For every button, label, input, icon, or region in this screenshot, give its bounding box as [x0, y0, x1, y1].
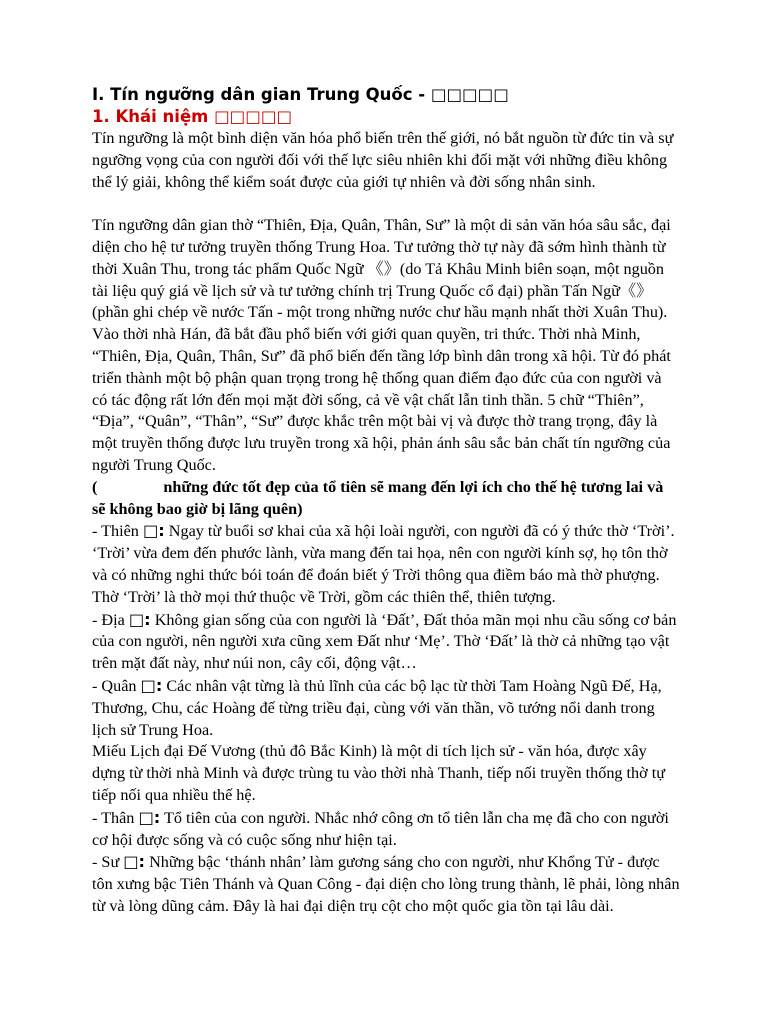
item-than: [92, 807, 680, 852]
temple-note: Miếu Lịch đại Đế Vương (thủ đô Bắc Kinh) là một di tích lịch sử - văn hóa, được xây dựng từ thời nhà Minh và được trùng tu vào thời nhà Thanh, tiếp nối truyền thống thờ tự tiếp nối qua nhiều thế hệ.: [92, 742, 666, 804]
item-quan: [92, 675, 680, 741]
blank-line: [92, 193, 680, 215]
quote-text: những đức tốt đẹp của tổ tiên sẽ mang đến lợi ích cho thế hệ tương lai và sẽ không bao giờ bị lãng quên): [92, 477, 664, 518]
document-page: [92, 84, 680, 918]
cjk-glyph: □:: [128, 609, 151, 629]
item-text: Tổ tiên của con người. Nhắc nhớ công ơn tổ tiên lẫn cha mẹ đã cho con người cơ hội được sống và có cuộc sống như hiện tại.: [92, 808, 669, 849]
item-dia: [92, 609, 680, 675]
quote-paragraph: [92, 477, 680, 521]
item-text: Không gian sống của con người là ‘Đất’, Đất thỏa mãn mọi nhu cầu sống cơ bản của con người, nên người xưa cũng xem Đất như ‘Mẹ’. Thờ ‘Đất’ là thờ cả những tạo vật trên mặt đất này, như núi non, cây cối, động vật…: [92, 610, 677, 673]
item-label: - Thân: [92, 808, 139, 827]
cjk-glyph: □:: [138, 807, 161, 827]
item-su: [92, 851, 680, 917]
cjk-glyph: □:: [142, 521, 165, 541]
section-subtitle: 1. Khái niệm □□□□□: [92, 107, 293, 126]
item-label: - Thiên: [92, 522, 143, 541]
paragraph-history: Tín ngưỡng dân gian thờ “Thiên, Địa, Quân, Thân, Sư” là một di sản văn hóa sâu sắc, đại diện cho hệ tư tưởng truyền thống Trung Hoa. Tư tưởng thờ tự này đã sớm hình thành từ thời Xuân Thu, trong tác phẩm Quốc Ngữ 《》(do Tả Khâu Minh biên soạn, một nguồn tài liệu quý giá về lịch sử và tư tưởng chính trị Trung Quốc cổ đại) phần Tấn Ngữ《》(phần ghi chép về nước Tấn - một trong những nước chư hầu mạnh nhất thời Xuân Thu). Vào thời nhà Hán, đã bắt đầu phổ biến với giới quan quyền, tri thức. Thời nhà Minh, “Thiên, Địa, Quân, Thân, Sư” đã phổ biến đến tầng lớp bình dân trong xã hội. Từ đó phát triển thành một bộ phận quan trọng trong hệ thống quan điểm đạo đức của con người và có tác động rất lớn đến mọi mặt đời sống, cả về vật chất lẫn tinh thần. 5 chữ “Thiên”, “Địa”, “Quân”, “Thân”, “Sư” được khắc trên một bài vị và được thờ trang trọng, đây là một truyền thống được lưu truyền trong xã hội, phản ánh sâu sắc bản chất tín ngưỡng của người Trung Quốc.: [92, 216, 671, 474]
item-label: - Sư: [92, 853, 124, 872]
item-thien: [92, 520, 680, 608]
section-title: I. Tín ngưỡng dân gian Trung Quốc - □□□□□: [92, 85, 509, 104]
quote-open: (: [92, 477, 98, 496]
item-text: Những bậc ‘thánh nhân’ làm gương sáng cho con người, như Khổng Tử - được tôn xưng bậc Tiên Thánh và Quan Công - đại diện cho lòng trung thành, lẽ phải, lòng nhân từ và lòng dũng cảm. Đây là hai đại diện trụ cột cho một quốc gia tồn tại lâu dài.: [92, 853, 680, 915]
item-text: Ngay từ buổi sơ khai của xã hội loài người, con người đã có ý thức thờ ‘Trời’. ‘Trời’ vừa đem đến phước lành, vừa mang đến tai họa, nên con người kính sợ, họ tôn thờ và có những nghi thức bói toán để đoán biết ý Trời thông qua điềm báo mà thờ phượng. Thờ ‘Trời’ là thờ mọi thứ thuộc về Trời, gồm các thiên thể, thiên tượng.: [92, 522, 675, 606]
cjk-glyph: □:: [123, 852, 146, 872]
item-label: - Địa: [92, 610, 129, 629]
item-text: Các nhân vật từng là thủ lĩnh của các bộ lạc từ thời Tam Hoàng Ngũ Đế, Hạ, Thương, Chu, các Hoàng đế từng triều đại, cùng với văn thần, võ tướng nổi danh trong lịch sử Trung Hoa.: [92, 676, 662, 739]
paragraph-intro: Tín ngưỡng là một bình diện văn hóa phổ biến trên thế giới, nó bắt nguồn từ đức tin và sự ngưỡng vọng của con người đối với thế lực siêu nhiên khi đối mặt với những điều không thể lý giải, không thể kiểm soát được của giới tự nhiên và đời sống nhân sinh.: [92, 129, 674, 191]
item-label: - Quân: [92, 676, 141, 695]
cjk-glyph: □:: [140, 675, 163, 695]
